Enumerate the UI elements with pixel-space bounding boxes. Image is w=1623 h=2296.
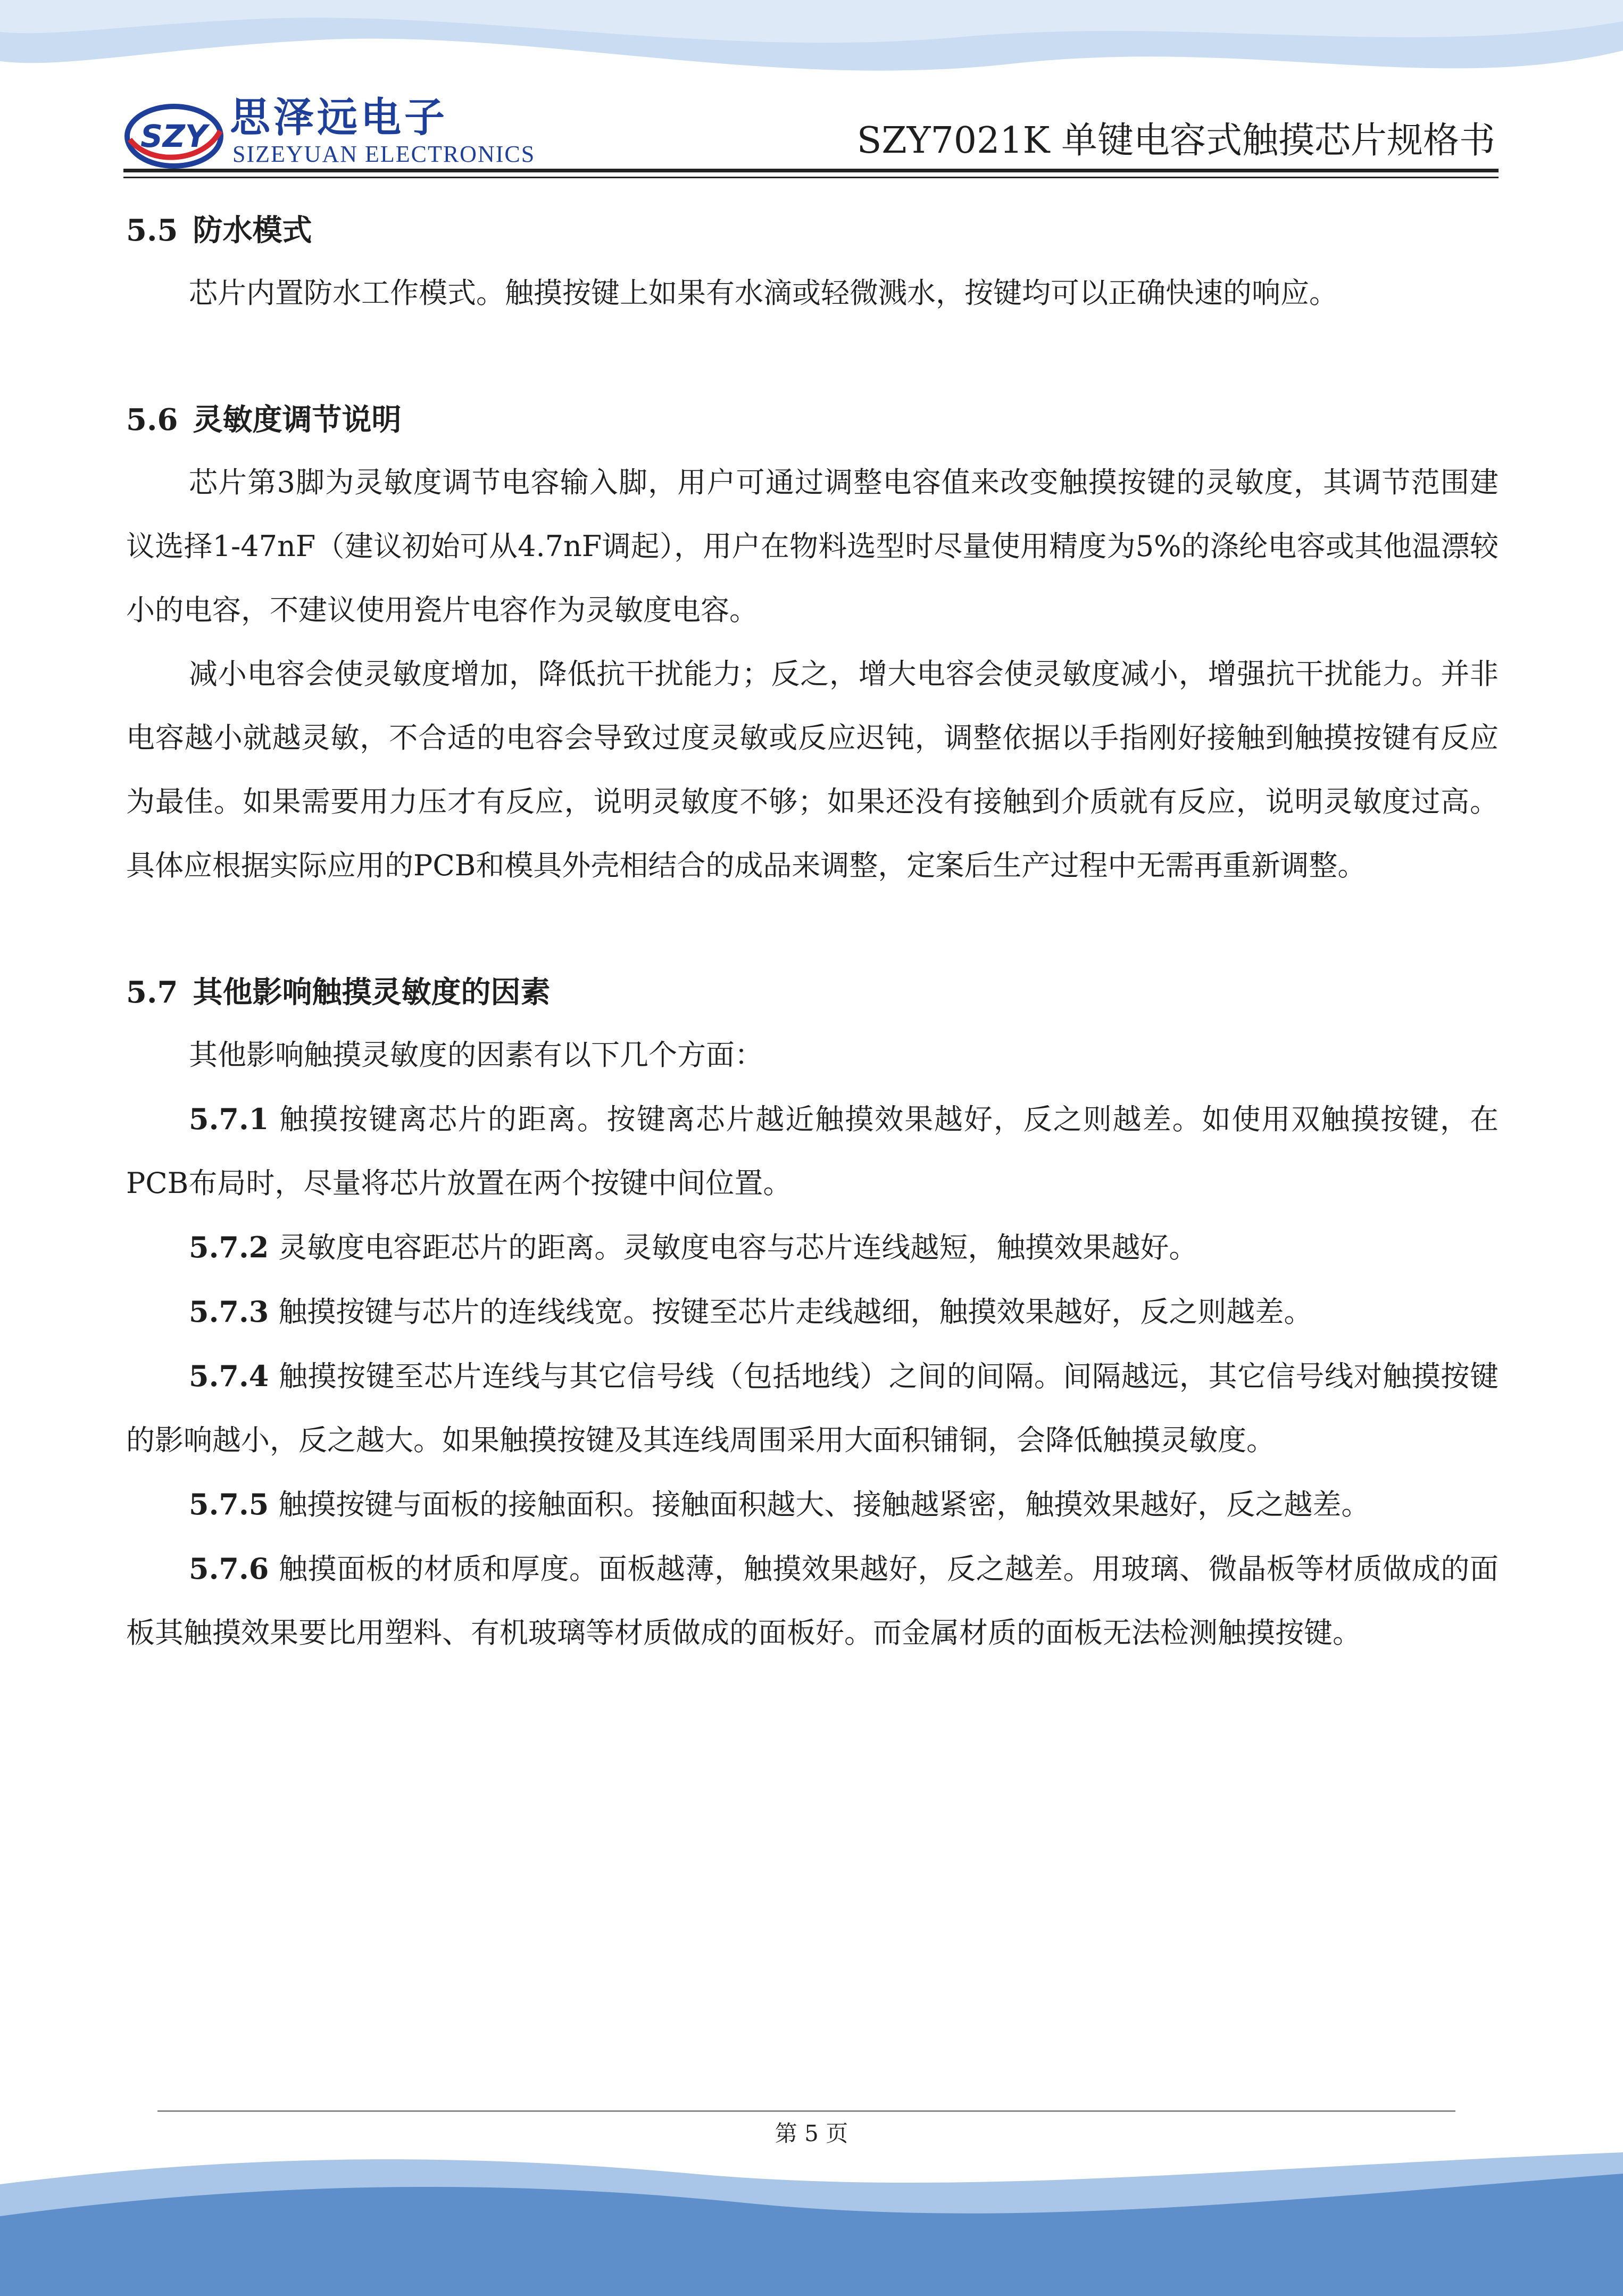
section-number: 5.5 xyxy=(126,213,178,248)
section-intro: 其他影响触摸灵敏度的因素有以下几个方面： xyxy=(189,1038,763,1072)
item-text: 触摸按键与芯片的连线线宽。按键至芯片走线越细，触摸效果越好，反之则越差。 xyxy=(278,1295,1313,1329)
page-number: 第 5 页 xyxy=(775,2120,848,2146)
item-text: 触摸按键离芯片的距离。按键离芯片越近触摸效果越好，反之则越差。如使用双触摸按键，在PCB布局时，尽量将芯片放置在两个按键中间位置。 xyxy=(126,1103,1499,1200)
section-heading xyxy=(126,961,1499,1023)
list-item xyxy=(126,1087,1499,1215)
item-number: 5.7.3 xyxy=(189,1295,269,1329)
paragraph: 芯片内置防水工作模式。触摸按键上如果有水滴或轻微溅水，按键均可以正确快速的响应。 xyxy=(189,276,1338,310)
item-text: 灵敏度电容距芯片的距离。灵敏度电容与芯片连线越短，触摸效果越好。 xyxy=(278,1231,1198,1264)
section-heading xyxy=(126,200,1499,261)
szy-logo-icon xyxy=(123,98,224,172)
logo-chinese-name: 思泽远电子 xyxy=(230,94,448,141)
section-5-6 xyxy=(126,389,1499,898)
item-number: 5.7.6 xyxy=(189,1552,269,1586)
section-number: 5.7 xyxy=(126,975,178,1010)
section-5-7 xyxy=(126,961,1499,1665)
paragraph: 芯片第3脚为灵敏度调节电容输入脚，用户可通过调整电容值来改变触摸按键的灵敏度，其调节范围建议选择1-47nF（建议初始可从4.7nF调起），用户在物料选型时尽量使用精度为5%的涤纶电容或其他温漂较小的电容，不建议使用瓷片电容作为灵敏度电容。 xyxy=(126,466,1499,627)
header-rule-thick xyxy=(123,169,1499,172)
list-item xyxy=(126,1537,1499,1665)
item-number: 5.7.5 xyxy=(189,1487,269,1521)
section-title: 防水模式 xyxy=(193,213,312,248)
list-item xyxy=(126,1280,1499,1344)
section-title: 灵敏度调节说明 xyxy=(193,402,402,437)
company-logo xyxy=(123,94,536,175)
footer-rule xyxy=(157,2110,1455,2112)
item-number: 5.7.1 xyxy=(189,1102,269,1136)
item-text: 触摸按键与面板的接触面积。接触面积越大、接触越紧密，触摸效果越好，反之越差。 xyxy=(278,1488,1370,1521)
list-item xyxy=(126,1472,1499,1537)
section-title: 其他影响触摸灵敏度的因素 xyxy=(193,975,551,1010)
item-text: 触摸面板的材质和厚度。面板越薄，触摸效果越好，反之越差。用玻璃、微晶板等材质做成的面板其触摸效果要比用塑料、有机玻璃等材质做成的面板好。而金属材质的面板无法检测触摸按键。 xyxy=(126,1552,1499,1650)
logo-badge-text: SZY xyxy=(140,118,207,154)
header-rule-thin xyxy=(123,177,1499,178)
page-content xyxy=(126,200,1499,1665)
item-number: 5.7.4 xyxy=(189,1359,269,1393)
paragraph: 减小电容会使灵敏度增加，降低抗干扰能力；反之，增大电容会使灵敏度减小，增强抗干扰能力。并非电容越小就越灵敏，不合适的电容会导致过度灵敏或反应迟钝，调整依据以手指刚好接触到触摸按键有反应为最佳。如果需要用力压才有反应，说明灵敏度不够；如果还没有接触到介质就有反应，说明灵敏度过高。具体应根据实际应用的PCB和模具外壳相结合的成品来调整，定案后生产过程中无需再重新调整。 xyxy=(126,657,1499,882)
header-wave-decoration xyxy=(0,0,1623,101)
document-title: SZY7021K 单键电容式触摸芯片规格书 xyxy=(856,120,1495,162)
section-spacer xyxy=(126,898,1499,961)
section-5-5 xyxy=(126,200,1499,325)
logo-english-name: SIZEYUAN ELECTRONICS xyxy=(232,141,536,167)
section-spacer xyxy=(126,325,1499,389)
section-heading xyxy=(126,389,1499,451)
item-text: 触摸按键至芯片连线与其它信号线（包括地线）之间的间隔。间隔越远，其它信号线对触摸按键的影响越小，反之越大。如果触摸按键及其连线周围采用大面积铺铜，会降低触摸灵敏度。 xyxy=(126,1360,1499,1457)
item-number: 5.7.2 xyxy=(189,1230,269,1264)
footer-wave-decoration xyxy=(0,2152,1623,2296)
list-item xyxy=(126,1344,1499,1472)
list-item xyxy=(126,1215,1499,1280)
section-number: 5.6 xyxy=(126,402,178,437)
